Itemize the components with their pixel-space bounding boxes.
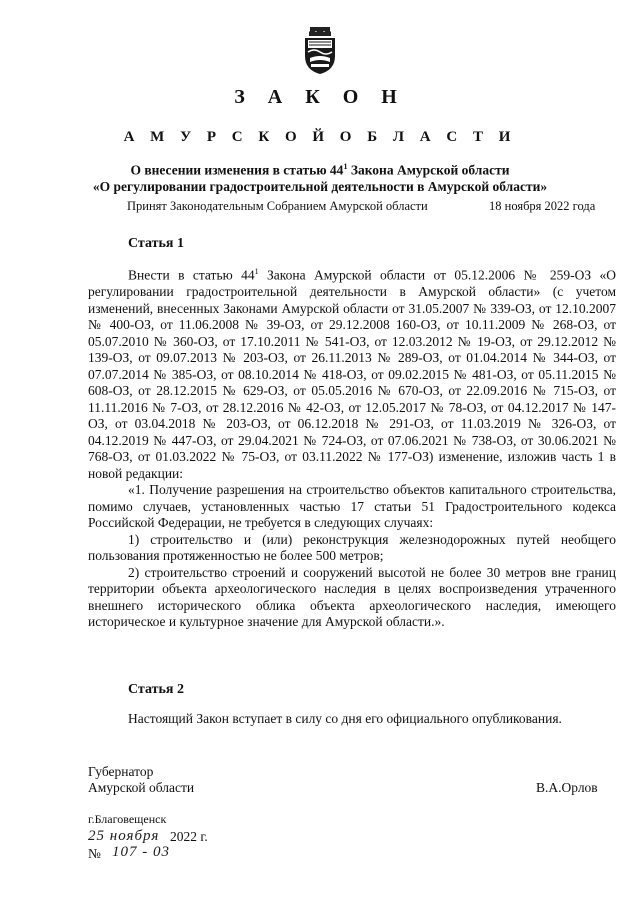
handwritten-date: 25 ноября [88, 828, 160, 844]
year: 2022 г. [170, 829, 208, 844]
article-1-part-1: «1. Получение разрешения на строительство объектов капитального строительства, помимо случаев, установленных частью 17 статьи 51 Градостроительного кодекса Российской Федерации, не требуется в следующих случаях: [88, 482, 616, 530]
signatory-name: В.А.Орлов [536, 780, 598, 795]
handwritten-law-number: 107 - 03 [112, 844, 170, 860]
law-title: З А К О Н [234, 86, 406, 108]
article-2-text: Настоящий Закон вступает в силу со дня его официального опубликования. [128, 711, 562, 726]
city: г.Благовещенск [88, 812, 167, 826]
article-1-body [88, 264, 616, 631]
law-subject [40, 159, 600, 195]
amur-coat-of-arms-icon [300, 26, 340, 76]
number-label: № [88, 846, 101, 861]
subject-line-1: О внесении изменения в статью $44^1$ Закона Амурской области [130, 162, 510, 178]
region-title: А М У Р С К О Й О Б Л А С Т И [123, 129, 517, 145]
subject-line-2: «О регулировании градостроительной деятельности в Амурской области» [92, 178, 548, 194]
article-1-item-2: 2) строительство строений и сооружений высотой не более 30 метров вне границ территории объекта археологического наследия в целях воспроизведения утраченного внешнего исторического облика объекта археологического наследия, имеющего историческое и культурное значение для Амурской области.». [88, 564, 616, 629]
adopted-date: 18 ноября 2022 года [489, 199, 596, 213]
article-1-intro: Внести в статью $44^1$ Закона Амурской области от 05.12.2006 № 259-ОЗ «О регулировании градостроительной деятельности в Амурской области» (с учетом изменений, внесенных Законами Амурской области от 31.05.2007 № 339-ОЗ, от 12.10.2007 № 400-ОЗ, от 11.06.2008 № 39-ОЗ, от 29.12.2008 160-ОЗ, от 10.11.2009 № 268-ОЗ, от 05.07.2010 № 360-ОЗ, от 17.10.2011 № 541-ОЗ, от 12.03.2012 № 19-ОЗ, от 29.12.2012 № 139-ОЗ, от 09.07.2013 № 203-ОЗ, от 26.11.2013 № 289-ОЗ, от 01.04.2014 № 344-ОЗ, от 07.07.2014 № 385-ОЗ, от 08.10.2014 № 418-ОЗ, от 09.02.2015 № 481-ОЗ, от 05.11.2015 № 608-ОЗ, от 28.12.2015 № 629-ОЗ, от 05.05.2016 № 670-ОЗ, от 22.09.2016 № 715-ОЗ, от 11.11.2016 № 7-ОЗ, от 28.12.2016 № 42-ОЗ, от 12.05.2017 № 78-ОЗ, от 04.12.2017 № 147-ОЗ, от 03.04.2018 № 203-ОЗ, от 06.12.2018 № 291-ОЗ, от 11.03.2019 № 326-ОЗ, от 04.12.2019 № 447-ОЗ, от 29.04.2021 № 724-ОЗ, от 07.06.2021 № 738-ОЗ, от 30.06.2021 № 768-ОЗ, от 01.03.2022 № 75-ОЗ, от 03.11.2022 № 177-ОЗ) изменение, изложив часть 1 в новой редакции: [88, 267, 617, 481]
adopted-by: Принят Законодательным Собранием Амурской области [127, 199, 428, 213]
article-2-heading: Статья 2 [128, 682, 184, 697]
signatory-title: Губернатор Амурской области [88, 764, 195, 795]
article-1-heading: Статья 1 [128, 236, 184, 251]
article-1-item-1: 1) строительство и (или) реконструкция железнодорожных путей необщего пользования протяженностью не более 500 метров; [88, 531, 616, 563]
